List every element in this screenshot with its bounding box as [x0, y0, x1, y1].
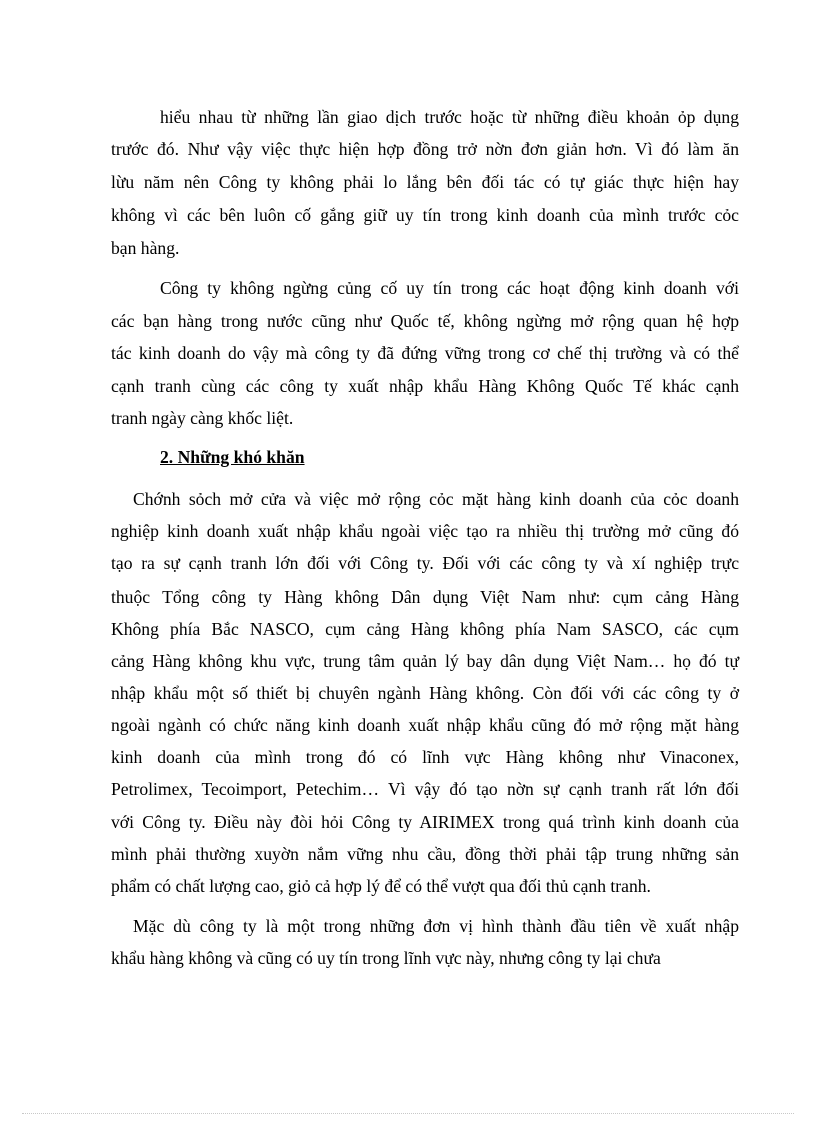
paragraph-line: tác kinh doanh do vậy mà công ty đã đứng vững trong cơ chế thị trường và có thể [111, 343, 739, 363]
paragraph-line: ngoài ngành có chức năng kinh doanh xuất nhập khẩu cũng đó mở rộng mặt hàng [111, 715, 739, 735]
paragraph-line: nghiệp kinh doanh xuất nhập khẩu ngoài việc tạo ra nhiều thị trường mở cũng đó [111, 521, 739, 541]
paragraph-line: Chớnh sỏch mở cửa và việc mở rộng cỏc mặt hàng kinh doanh của cỏc doanh [133, 489, 739, 509]
paragraph-line: Công ty không ngừng củng cố uy tín trong các hoạt động kinh doanh với [160, 278, 739, 298]
paragraph-line: Không phía Bắc NASCO, cụm cảng Hàng không phía Nam SASCO, các cụm [111, 619, 739, 639]
paragraph-line: thuộc Tổng công ty Hàng không Dân dụng Việt Nam như: cụm cảng Hàng [111, 587, 739, 607]
paragraph-line: Petrolimex, Tecoimport, Petechim… Vì vậy đó tạo nờn sự cạnh tranh rất lớn đối [111, 779, 739, 799]
paragraph-line: Mặc dù công ty là một trong những đơn vị hình thành đầu tiên về xuất nhập [133, 916, 739, 936]
paragraph-line: mình phải thường xuyờn nắm vững nhu cầu, đồng thời phải tập trung những sản [111, 844, 739, 864]
paragraph-line: phẩm có chất lượng cao, giỏ cả hợp lý để có thể vượt qua đối thủ cạnh tranh. [111, 876, 651, 896]
page-bottom-rule [22, 1113, 794, 1114]
paragraph-line: các bạn hàng trong nước cũng như Quốc tế, không ngừng mở rộng quan hệ hợp [111, 311, 739, 331]
paragraph-line: lừu năm nên Công ty không phải lo lắng bên đối tác có tự giác thực hiện hay [111, 172, 739, 192]
paragraph-line: kinh doanh của mình trong đó có lĩnh vực Hàng không như Vinaconex, [111, 747, 739, 767]
paragraph-line: tranh ngày càng khốc liệt. [111, 408, 294, 428]
paragraph-line: khẩu hàng không và cũng có uy tín trong lĩnh vực này, nhưng công ty lại chưa [111, 948, 661, 968]
paragraph-line: hiểu nhau từ những lần giao dịch trước hoặc từ những điều khoản ỏp dụng [160, 107, 739, 127]
paragraph-line: không vì các bên luôn cố gắng giữ uy tín trong kinh doanh của mình trước cỏc [111, 205, 739, 225]
paragraph-line: trước đó. Như vậy việc thực hiện hợp đồng trở nờn đơn giản hơn. Vì đó làm ăn [111, 139, 739, 159]
paragraph-line: bạn hàng. [111, 238, 180, 258]
paragraph-line: nhập khẩu một số thiết bị chuyên ngành Hàng không. Còn đối với các công ty ở [111, 683, 739, 703]
paragraph-line: với Công ty. Điều này đòi hỏi Công ty AIRIMEX trong quá trình kinh doanh của [111, 812, 739, 832]
paragraph-line: tạo ra sự cạnh tranh lớn đối với Công ty. Đối với các công ty và xí nghiệp trực [111, 553, 739, 573]
paragraph-line: cảng Hàng không khu vực, trung tâm quản lý bay dân dụng Việt Nam… họ đó tự [111, 651, 739, 671]
section-heading: 2. Những khó khăn [160, 447, 305, 467]
paragraph-line: cạnh tranh cùng các công ty xuất nhập khẩu Hàng Không Quốc Tế khác cạnh [111, 376, 739, 396]
